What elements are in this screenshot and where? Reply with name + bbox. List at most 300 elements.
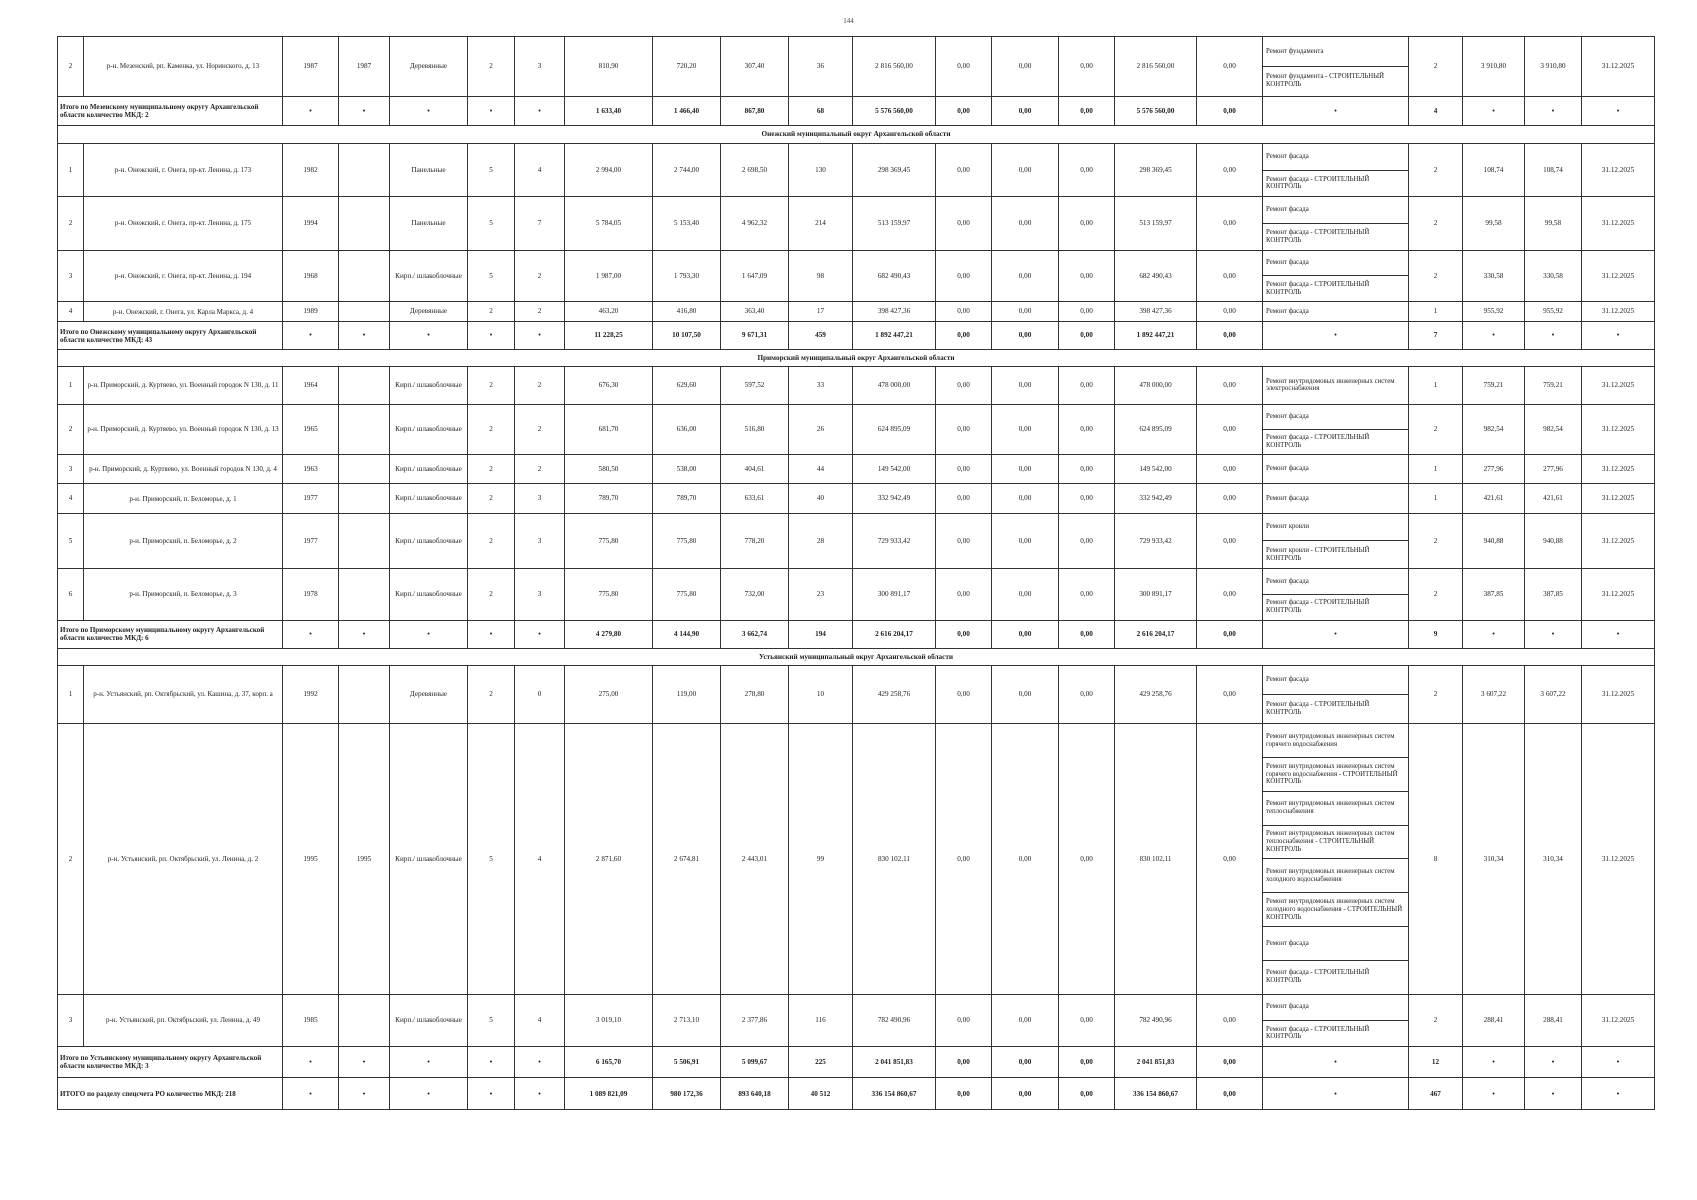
unit-cost-cell: • bbox=[1463, 96, 1525, 125]
floors-cell: 5 bbox=[468, 994, 515, 1046]
works-count-cell: 2 bbox=[1409, 197, 1463, 250]
unit-cost-cell: • bbox=[1463, 1078, 1525, 1110]
reconstruction-year-cell bbox=[339, 569, 390, 620]
row-number-cell: 3 bbox=[58, 250, 84, 301]
regional-budget-cell: 0,00 bbox=[992, 37, 1059, 97]
completion-date-cell: 31.12.2025 bbox=[1582, 994, 1655, 1046]
repair-works-list bbox=[1263, 995, 1408, 1046]
residents-count-cell: 225 bbox=[789, 1047, 853, 1078]
fund-support-cell: 0,00 bbox=[936, 1047, 992, 1078]
wall-material-cell: • bbox=[390, 321, 468, 349]
other-sources-cell: 0,00 bbox=[1197, 724, 1263, 994]
commission-year-cell: • bbox=[283, 620, 339, 648]
commission-year-cell: • bbox=[283, 1047, 339, 1078]
local-budget-cell: 0,00 bbox=[1059, 404, 1115, 454]
reconstruction-year-cell bbox=[339, 250, 390, 301]
completion-date-cell: • bbox=[1582, 1047, 1655, 1078]
commission-year-cell: 1977 bbox=[283, 513, 339, 569]
works-count-cell: 9 bbox=[1409, 620, 1463, 648]
other-sources-cell: 0,00 bbox=[1197, 367, 1263, 405]
total-row bbox=[58, 1078, 1655, 1110]
floors-cell: 5 bbox=[468, 197, 515, 250]
unit-cost-cell: 3 910,80 bbox=[1463, 37, 1525, 97]
wall-material-cell: Кирп./ шлакоблочные bbox=[390, 994, 468, 1046]
residential-area-cell: 636,00 bbox=[653, 404, 721, 454]
entrances-cell: 4 bbox=[515, 724, 565, 994]
owners-funds-cell: 332 942,49 bbox=[1115, 484, 1197, 513]
completion-date-cell: • bbox=[1582, 321, 1655, 349]
repair-works-cell bbox=[1263, 484, 1409, 513]
other-sources-cell: 0,00 bbox=[1197, 455, 1263, 484]
floors-cell: 2 bbox=[468, 569, 515, 620]
completion-date-cell: 31.12.2025 bbox=[1582, 569, 1655, 620]
wall-material-cell: Кирп./ шлакоблочные bbox=[390, 724, 468, 994]
floors-cell: 2 bbox=[468, 367, 515, 405]
row-number-cell: 4 bbox=[58, 484, 84, 513]
reconstruction-year-cell bbox=[339, 143, 390, 196]
works-count-cell: 2 bbox=[1409, 665, 1463, 724]
residents-count-cell: 99 bbox=[789, 724, 853, 994]
unit-cost-cell: 330,58 bbox=[1463, 250, 1525, 301]
owners-funds-cell: 149 542,00 bbox=[1115, 455, 1197, 484]
local-budget-cell: 0,00 bbox=[1059, 994, 1115, 1046]
repair-works-cell bbox=[1263, 513, 1409, 569]
fund-support-cell: 0,00 bbox=[936, 250, 992, 301]
floors-cell: • bbox=[468, 1078, 515, 1110]
address-cell: р-н. Онежский, г. Онега, пр-кт. Ленина, д. 175 bbox=[84, 197, 283, 250]
floors-cell: 2 bbox=[468, 513, 515, 569]
fund-support-cell: 0,00 bbox=[936, 994, 992, 1046]
residential-area-cell: 2 744,00 bbox=[653, 143, 721, 196]
unit-cost-cell: 955,92 bbox=[1463, 302, 1525, 322]
other-sources-cell: 0,00 bbox=[1197, 250, 1263, 301]
fund-support-cell: 0,00 bbox=[936, 455, 992, 484]
residential-area-owners-cell: 9 671,31 bbox=[721, 321, 789, 349]
max-unit-cost-cell: 955,92 bbox=[1525, 302, 1582, 322]
residential-area-owners-cell: 278,80 bbox=[721, 665, 789, 724]
completion-date-cell: 31.12.2025 bbox=[1582, 404, 1655, 454]
owners-funds-cell: 5 576 560,00 bbox=[1115, 96, 1197, 125]
local-budget-cell: 0,00 bbox=[1059, 569, 1115, 620]
regional-budget-cell: 0,00 bbox=[992, 321, 1059, 349]
total-area-cell: 775,80 bbox=[565, 513, 653, 569]
regional-budget-cell: 0,00 bbox=[992, 1047, 1059, 1078]
capital-repair-table bbox=[57, 36, 1655, 1110]
max-unit-cost-cell: • bbox=[1525, 96, 1582, 125]
residents-count-cell: 194 bbox=[789, 620, 853, 648]
repair-work-item: Ремонт внутридомовых инженерных систем холодного водоснабжения bbox=[1263, 858, 1408, 892]
completion-date-cell: 31.12.2025 bbox=[1582, 665, 1655, 724]
reconstruction-year-cell bbox=[339, 302, 390, 322]
total-area-cell: 1 633,40 bbox=[565, 96, 653, 125]
unit-cost-cell: 759,21 bbox=[1463, 367, 1525, 405]
repair-works-list bbox=[1263, 197, 1408, 249]
residents-count-cell: 33 bbox=[789, 367, 853, 405]
repair-work-item: Ремонт внутридомовых инженерных систем электроснабжения bbox=[1266, 377, 1395, 393]
repair-works-cell bbox=[1263, 569, 1409, 620]
total-cost-cell: 332 942,49 bbox=[853, 484, 936, 513]
residents-count-cell: 36 bbox=[789, 37, 853, 97]
table-row bbox=[58, 724, 1655, 994]
completion-date-cell: • bbox=[1582, 1078, 1655, 1110]
reconstruction-year-cell: 1987 bbox=[339, 37, 390, 97]
wall-material-cell: Кирп./ шлакоблочные bbox=[390, 455, 468, 484]
table-row bbox=[58, 665, 1655, 724]
entrances-cell: 2 bbox=[515, 367, 565, 405]
residential-area-cell: 538,00 bbox=[653, 455, 721, 484]
reconstruction-year-cell bbox=[339, 197, 390, 250]
repair-works-list bbox=[1263, 484, 1408, 512]
repair-works-list bbox=[1263, 514, 1408, 569]
residential-area-owners-cell: 3 662,74 bbox=[721, 620, 789, 648]
total-area-cell: 11 228,25 bbox=[565, 321, 653, 349]
residential-area-cell: 2 674,81 bbox=[653, 724, 721, 994]
fund-support-cell: 0,00 bbox=[936, 665, 992, 724]
repair-works-list bbox=[1263, 405, 1408, 454]
residential-area-cell: 1 793,30 bbox=[653, 250, 721, 301]
local-budget-cell: 0,00 bbox=[1059, 665, 1115, 724]
repair-work-item: Ремонт кровли - СТРОИТЕЛЬНЫЙ КОНТРОЛЬ bbox=[1263, 540, 1408, 568]
other-sources-cell: 0,00 bbox=[1197, 513, 1263, 569]
regional-budget-cell: 0,00 bbox=[992, 302, 1059, 322]
owners-funds-cell: 624 895,09 bbox=[1115, 404, 1197, 454]
repair-work-item: Ремонт кровли bbox=[1266, 523, 1309, 531]
works-count-cell: 12 bbox=[1409, 1047, 1463, 1078]
section-title: Устьянский муниципальный округ Архангельской области bbox=[58, 648, 1655, 665]
residents-count-cell: 17 bbox=[789, 302, 853, 322]
owners-funds-cell: 2 041 851,83 bbox=[1115, 1047, 1197, 1078]
total-cost-cell: 5 576 560,00 bbox=[853, 96, 936, 125]
total-label: Итого по Мезенскому муниципальному округу Архангельской области количество МКД: 2 bbox=[58, 96, 283, 125]
entrances-cell: • bbox=[515, 1078, 565, 1110]
max-unit-cost-cell: 387,85 bbox=[1525, 569, 1582, 620]
repair-works-list bbox=[1263, 37, 1408, 96]
residents-count-cell: 459 bbox=[789, 321, 853, 349]
owners-funds-cell: 429 258,76 bbox=[1115, 665, 1197, 724]
wall-material-cell: • bbox=[390, 620, 468, 648]
repair-work-item: Ремонт фасада bbox=[1266, 465, 1309, 473]
reconstruction-year-cell: 1995 bbox=[339, 724, 390, 994]
local-budget-cell: 0,00 bbox=[1059, 367, 1115, 405]
residential-area-cell: 119,00 bbox=[653, 665, 721, 724]
residential-area-cell: 2 713,10 bbox=[653, 994, 721, 1046]
reconstruction-year-cell: • bbox=[339, 321, 390, 349]
total-area-cell: 6 165,70 bbox=[565, 1047, 653, 1078]
wall-material-cell: Кирп./ шлакоблочные bbox=[390, 484, 468, 513]
commission-year-cell: 1968 bbox=[283, 250, 339, 301]
entrances-cell: • bbox=[515, 1047, 565, 1078]
max-unit-cost-cell: 421,61 bbox=[1525, 484, 1582, 513]
fund-support-cell: 0,00 bbox=[936, 302, 992, 322]
commission-year-cell: 1978 bbox=[283, 569, 339, 620]
residential-area-owners-cell: 893 640,18 bbox=[721, 1078, 789, 1110]
local-budget-cell: 0,00 bbox=[1059, 321, 1115, 349]
other-sources-cell: 0,00 bbox=[1197, 1047, 1263, 1078]
residents-count-cell: 40 bbox=[789, 484, 853, 513]
regional-budget-cell: 0,00 bbox=[992, 455, 1059, 484]
unit-cost-cell: • bbox=[1463, 620, 1525, 648]
wall-material-cell: Панельные bbox=[390, 143, 468, 196]
residents-count-cell: 26 bbox=[789, 404, 853, 454]
wall-material-cell: Деревянные bbox=[390, 37, 468, 97]
repair-work-item: Ремонт фасада bbox=[1263, 926, 1408, 960]
regional-budget-cell: 0,00 bbox=[992, 513, 1059, 569]
local-budget-cell: 0,00 bbox=[1059, 1078, 1115, 1110]
works-count-cell: 2 bbox=[1409, 513, 1463, 569]
local-budget-cell: 0,00 bbox=[1059, 1047, 1115, 1078]
regional-budget-cell: 0,00 bbox=[992, 96, 1059, 125]
residential-area-cell: 775,80 bbox=[653, 513, 721, 569]
local-budget-cell: 0,00 bbox=[1059, 724, 1115, 994]
other-sources-cell: 0,00 bbox=[1197, 994, 1263, 1046]
wall-material-cell: • bbox=[390, 1078, 468, 1110]
row-number-cell: 2 bbox=[58, 37, 84, 97]
total-area-cell: 580,50 bbox=[565, 455, 653, 484]
fund-support-cell: 0,00 bbox=[936, 1078, 992, 1110]
residential-area-owners-cell: 867,80 bbox=[721, 96, 789, 125]
fund-support-cell: 0,00 bbox=[936, 321, 992, 349]
reconstruction-year-cell: • bbox=[339, 1047, 390, 1078]
works-count-cell: 467 bbox=[1409, 1078, 1463, 1110]
total-area-cell: 681,70 bbox=[565, 404, 653, 454]
owners-funds-cell: 729 933,42 bbox=[1115, 513, 1197, 569]
repair-work-item: Ремонт фасада - СТРОИТЕЛЬНЫЙ КОНТРОЛЬ bbox=[1263, 960, 1408, 994]
wall-material-cell: Кирп./ шлакоблочные bbox=[390, 404, 468, 454]
works-count-cell: 1 bbox=[1409, 484, 1463, 513]
repair-works-cell bbox=[1263, 455, 1409, 484]
total-row bbox=[58, 620, 1655, 648]
residents-count-cell: 130 bbox=[789, 143, 853, 196]
reconstruction-year-cell bbox=[339, 455, 390, 484]
total-cost-cell: 782 490,96 bbox=[853, 994, 936, 1046]
unit-cost-cell: 3 607,22 bbox=[1463, 665, 1525, 724]
repair-works-cell bbox=[1263, 367, 1409, 405]
entrances-cell: 4 bbox=[515, 143, 565, 196]
fund-support-cell: 0,00 bbox=[936, 143, 992, 196]
residential-area-cell: 4 144,90 bbox=[653, 620, 721, 648]
address-cell: р-н. Мезенский, рп. Каменка, ул. Норинского, д. 13 bbox=[84, 37, 283, 97]
repair-work-item: Ремонт фасада bbox=[1266, 577, 1309, 585]
works-count-cell: 2 bbox=[1409, 404, 1463, 454]
reconstruction-year-cell bbox=[339, 994, 390, 1046]
repair-works-list bbox=[1263, 367, 1408, 404]
local-budget-cell: 0,00 bbox=[1059, 37, 1115, 97]
repair-work-item: Ремонт фундамента bbox=[1266, 47, 1324, 55]
fund-support-cell: 0,00 bbox=[936, 620, 992, 648]
wall-material-cell: Деревянные bbox=[390, 302, 468, 322]
repair-work-item: Ремонт внутридомовых инженерных систем горячего водоснабжения - СТРОИТЕЛЬНЫЙ КОНТРОЛЬ bbox=[1263, 757, 1408, 791]
completion-date-cell: 31.12.2025 bbox=[1582, 367, 1655, 405]
wall-material-cell: Кирп./ шлакоблочные bbox=[390, 513, 468, 569]
completion-date-cell: 31.12.2025 bbox=[1582, 302, 1655, 322]
repair-work-item: Ремонт внутридомовых инженерных систем горячего водоснабжения bbox=[1266, 732, 1395, 748]
completion-date-cell: • bbox=[1582, 620, 1655, 648]
commission-year-cell: 1995 bbox=[283, 724, 339, 994]
wall-material-cell: Кирп./ шлакоблочные bbox=[390, 569, 468, 620]
owners-funds-cell: 830 102,11 bbox=[1115, 724, 1197, 994]
regional-budget-cell: 0,00 bbox=[992, 197, 1059, 250]
repair-works-cell bbox=[1263, 250, 1409, 301]
works-count-cell: 4 bbox=[1409, 96, 1463, 125]
repair-work-item: Ремонт фундамента - СТРОИТЕЛЬНЫЙ КОНТРОЛЬ bbox=[1263, 66, 1408, 96]
regional-budget-cell: 0,00 bbox=[992, 620, 1059, 648]
residents-count-cell: 23 bbox=[789, 569, 853, 620]
commission-year-cell: 1977 bbox=[283, 484, 339, 513]
other-sources-cell: 0,00 bbox=[1197, 404, 1263, 454]
local-budget-cell: 0,00 bbox=[1059, 96, 1115, 125]
residential-area-owners-cell: 1 647,09 bbox=[721, 250, 789, 301]
total-row bbox=[58, 1047, 1655, 1078]
unit-cost-cell: 387,85 bbox=[1463, 569, 1525, 620]
local-budget-cell: 0,00 bbox=[1059, 143, 1115, 196]
address-cell: р-н. Устьянский, рп. Октябрьский, ул. Ленина, д. 49 bbox=[84, 994, 283, 1046]
works-count-cell: 1 bbox=[1409, 455, 1463, 484]
repair-works-cell bbox=[1263, 197, 1409, 250]
residential-area-owners-cell: 5 099,67 bbox=[721, 1047, 789, 1078]
row-number-cell: 6 bbox=[58, 569, 84, 620]
total-area-cell: 463,20 bbox=[565, 302, 653, 322]
works-count-cell: 2 bbox=[1409, 37, 1463, 97]
completion-date-cell: 31.12.2025 bbox=[1582, 143, 1655, 196]
reconstruction-year-cell: • bbox=[339, 620, 390, 648]
works-count-cell: 2 bbox=[1409, 143, 1463, 196]
address-cell: р-н. Устьянский, рп. Октябрьский, ул. Кашина, д. 37, корп. а bbox=[84, 665, 283, 724]
address-cell: р-н. Онежский, г. Онега, ул. Карла Маркса, д. 4 bbox=[84, 302, 283, 322]
repair-work-item: Ремонт внутридомовых инженерных систем теплоснабжения - СТРОИТЕЛЬНЫЙ КОНТРОЛЬ bbox=[1263, 825, 1408, 859]
repair-work-item: Ремонт внутридомовых инженерных систем теплоснабжения bbox=[1263, 791, 1408, 825]
residents-count-cell: 40 512 bbox=[789, 1078, 853, 1110]
total-label: Итого по Приморскому муниципальному округу Архангельской области количество МКД: 6 bbox=[58, 620, 283, 648]
floors-cell: 2 bbox=[468, 455, 515, 484]
residential-area-cell: 1 466,40 bbox=[653, 96, 721, 125]
entrances-cell: • bbox=[515, 620, 565, 648]
entrances-cell: 3 bbox=[515, 513, 565, 569]
owners-funds-cell: 298 369,45 bbox=[1115, 143, 1197, 196]
residential-area-owners-cell: 307,40 bbox=[721, 37, 789, 97]
repair-works-cell bbox=[1263, 37, 1409, 97]
repair-works-cell bbox=[1263, 143, 1409, 196]
owners-funds-cell: 682 490,43 bbox=[1115, 250, 1197, 301]
total-row bbox=[58, 96, 1655, 125]
regional-budget-cell: 0,00 bbox=[992, 665, 1059, 724]
owners-funds-cell: 2 816 560,00 bbox=[1115, 37, 1197, 97]
entrances-cell: 4 bbox=[515, 994, 565, 1046]
reconstruction-year-cell: • bbox=[339, 96, 390, 125]
residential-area-cell: 789,70 bbox=[653, 484, 721, 513]
max-unit-cost-cell: 277,96 bbox=[1525, 455, 1582, 484]
regional-budget-cell: 0,00 bbox=[992, 367, 1059, 405]
wall-material-cell: Кирп./ шлакоблочные bbox=[390, 367, 468, 405]
fund-support-cell: 0,00 bbox=[936, 96, 992, 125]
total-area-cell: 275,00 bbox=[565, 665, 653, 724]
reconstruction-year-cell bbox=[339, 367, 390, 405]
commission-year-cell: • bbox=[283, 321, 339, 349]
other-sources-cell: 0,00 bbox=[1197, 620, 1263, 648]
works-count-cell: 1 bbox=[1409, 302, 1463, 322]
commission-year-cell: • bbox=[283, 96, 339, 125]
section-title: Приморский муниципальный округ Архангельской области bbox=[58, 350, 1655, 367]
floors-cell: 2 bbox=[468, 484, 515, 513]
residential-area-owners-cell: 2 698,50 bbox=[721, 143, 789, 196]
max-unit-cost-cell: 3 607,22 bbox=[1525, 665, 1582, 724]
repair-works-list bbox=[1263, 569, 1408, 619]
repair-works-cell bbox=[1263, 404, 1409, 454]
max-unit-cost-cell: 288,41 bbox=[1525, 994, 1582, 1046]
residential-area-owners-cell: 516,80 bbox=[721, 404, 789, 454]
total-area-cell: 4 279,80 bbox=[565, 620, 653, 648]
section-header-row bbox=[58, 126, 1655, 144]
residential-area-owners-cell: 404,61 bbox=[721, 455, 789, 484]
regional-budget-cell: 0,00 bbox=[992, 1078, 1059, 1110]
other-sources-cell: 0,00 bbox=[1197, 302, 1263, 322]
floors-cell: 2 bbox=[468, 665, 515, 724]
other-sources-cell: 0,00 bbox=[1197, 1078, 1263, 1110]
repair-work-item: Ремонт фасада - СТРОИТЕЛЬНЫЙ КОНТРОЛЬ bbox=[1263, 170, 1408, 197]
unit-cost-cell: 288,41 bbox=[1463, 994, 1525, 1046]
owners-funds-cell: 513 159,97 bbox=[1115, 197, 1197, 250]
row-number-cell: 2 bbox=[58, 724, 84, 994]
owners-funds-cell: 1 892 447,21 bbox=[1115, 321, 1197, 349]
fund-support-cell: 0,00 bbox=[936, 724, 992, 994]
address-cell: р-н. Приморский, п. Беломорье, д. 2 bbox=[84, 513, 283, 569]
total-cost-cell: 624 895,09 bbox=[853, 404, 936, 454]
fund-support-cell: 0,00 bbox=[936, 197, 992, 250]
max-unit-cost-cell: 940,88 bbox=[1525, 513, 1582, 569]
residents-count-cell: 214 bbox=[789, 197, 853, 250]
repair-work-item: Ремонт фасада bbox=[1266, 206, 1309, 214]
entrances-cell: 7 bbox=[515, 197, 565, 250]
floors-cell: 5 bbox=[468, 250, 515, 301]
repair-work-item: Ремонт фасада bbox=[1266, 675, 1309, 683]
address-cell: р-н. Онежский, г. Онега, пр-кт. Ленина, д. 194 bbox=[84, 250, 283, 301]
works-count-cell: 1 bbox=[1409, 367, 1463, 405]
repair-works-list bbox=[1263, 724, 1408, 993]
table-row bbox=[58, 569, 1655, 620]
max-unit-cost-cell: • bbox=[1525, 620, 1582, 648]
fund-support-cell: 0,00 bbox=[936, 367, 992, 405]
entrances-cell: 3 bbox=[515, 37, 565, 97]
wall-material-cell: • bbox=[390, 1047, 468, 1078]
table-row bbox=[58, 302, 1655, 322]
entrances-cell: 2 bbox=[515, 302, 565, 322]
table-row bbox=[58, 197, 1655, 250]
completion-date-cell: 31.12.2025 bbox=[1582, 37, 1655, 97]
max-unit-cost-cell: 99,58 bbox=[1525, 197, 1582, 250]
unit-cost-cell: 982,54 bbox=[1463, 404, 1525, 454]
row-number-cell: 1 bbox=[58, 367, 84, 405]
unit-cost-cell: • bbox=[1463, 1047, 1525, 1078]
total-area-cell: 3 019,10 bbox=[565, 994, 653, 1046]
total-area-cell: 5 784,05 bbox=[565, 197, 653, 250]
other-sources-cell: 0,00 bbox=[1197, 96, 1263, 125]
other-sources-cell: 0,00 bbox=[1197, 484, 1263, 513]
repair-works-list bbox=[1263, 666, 1408, 724]
residents-count-cell: 28 bbox=[789, 513, 853, 569]
floors-cell: 2 bbox=[468, 404, 515, 454]
residential-area-owners-cell: 363,40 bbox=[721, 302, 789, 322]
works-count-cell: 2 bbox=[1409, 569, 1463, 620]
total-cost-cell: 336 154 860,67 bbox=[853, 1078, 936, 1110]
commission-year-cell: 1987 bbox=[283, 37, 339, 97]
regional-budget-cell: 0,00 bbox=[992, 994, 1059, 1046]
repair-works-list bbox=[1263, 144, 1408, 196]
residential-area-owners-cell: 597,52 bbox=[721, 367, 789, 405]
residential-area-owners-cell: 732,00 bbox=[721, 569, 789, 620]
max-unit-cost-cell: 982,54 bbox=[1525, 404, 1582, 454]
repair-work-item: Ремонт фасада bbox=[1266, 494, 1309, 502]
local-budget-cell: 0,00 bbox=[1059, 302, 1115, 322]
wall-material-cell: • bbox=[390, 96, 468, 125]
